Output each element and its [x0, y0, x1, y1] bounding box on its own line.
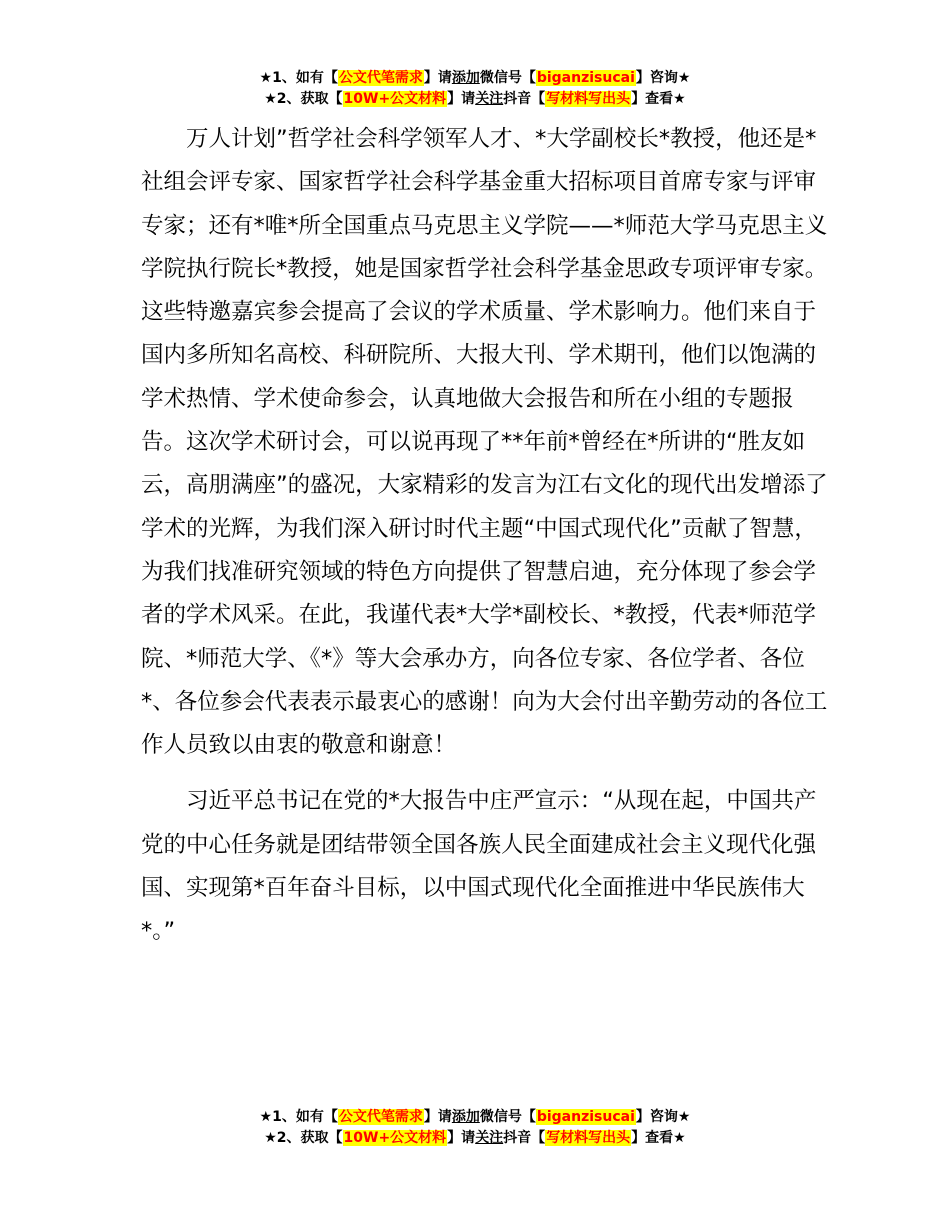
banner-text: 】咨询★	[635, 70, 691, 86]
banner-text: ★2、获取【	[264, 1130, 343, 1146]
banner-text: 】查看★	[631, 1130, 686, 1146]
footer-banner	[0, 1107, 950, 1149]
banner-underline: 关注	[475, 1130, 504, 1146]
banner-text: 抖音【	[503, 91, 546, 107]
paragraph-2: 习近平总书记在党的*大报告中庄严宣示：“从现在起，中国共产党的中心任务就是团结带领全国各族人民全面建成社会主义现代化强国、实现第*百年奋斗目标，以中国式现代化全面推进中华民族伟大*。”	[141, 788, 817, 945]
banner-highlight: 写材料写出头	[546, 91, 631, 107]
document-body	[141, 118, 835, 954]
banner-highlight: biganzisucai	[536, 70, 635, 86]
banner-text: 微信号【	[479, 1109, 536, 1125]
banner-highlight: 公文代笔需求	[338, 70, 423, 86]
banner-highlight: 10W+公文材料	[343, 91, 447, 107]
banner-underline: 添加	[451, 70, 480, 86]
footer-banner-line-1	[0, 1107, 950, 1128]
banner-highlight: 公文代笔需求	[338, 1109, 423, 1125]
banner-text: 】查看★	[631, 91, 686, 107]
paragraph-1: 万人计划”哲学社会科学领军人才、*大学副校长*教授，他还是*社组会评专家、国家哲学社会科学基金重大招标项目首席专家与评审专家；还有*唯*所全国重点马克思主义学院——*师范大学马克思主义学院执行院长*教授，她是国家哲学社会科学基金思政专项评审专家。这些特邀嘉宾参会提高了会议的学术质量、学术影响力。他们来自于国内多所知名高校、科研院所、大报大刊、学术期刊，他们以饱满的学术热情、学术使命参会，认真地做大会报告和所在小组的专题报告。这次学术研讨会，可以说再现了**年前*曾经在*所讲的“胜友如云，高朋满座”的盛况，大家精彩的发言为江右文化的现代出发增添了学术的光辉，为我们深入研讨时代主题“中国式现代化”贡献了智慧，为我们找准研究领域的特色方向提供了智慧启迪，充分体现了参会学者的学术风采。在此，我谨代表*大学*副校长、*教授，代表*师范学院、*师范大学、《*》等大会承办方，向各位专家、各位学者、各位*、各位参会代表表示最衷心的感谢！向为大会付出辛勤劳动的各位工作人员致以由衷的敬意和谢意！	[141, 126, 828, 759]
banner-text: 抖音【	[503, 1130, 546, 1146]
header-banner	[0, 68, 950, 110]
banner-text: 】请	[423, 1109, 452, 1125]
banner-highlight: biganzisucai	[536, 1109, 635, 1125]
header-banner-line-1	[0, 68, 950, 89]
banner-text: 】请	[447, 1130, 476, 1146]
banner-text: 】咨询★	[635, 1109, 691, 1125]
banner-text: 微信号【	[479, 70, 536, 86]
banner-text: ★1、如有【	[259, 70, 338, 86]
banner-underline: 添加	[451, 1109, 480, 1125]
header-banner-line-2	[0, 89, 950, 110]
footer-banner-line-2	[0, 1128, 950, 1149]
banner-text: 】请	[423, 70, 452, 86]
banner-highlight: 10W+公文材料	[343, 1130, 447, 1146]
banner-underline: 关注	[475, 91, 504, 107]
banner-highlight: 写材料写出头	[546, 1130, 631, 1146]
banner-text: ★2、获取【	[264, 91, 343, 107]
banner-text: 】请	[447, 91, 476, 107]
banner-text: ★1、如有【	[259, 1109, 338, 1125]
